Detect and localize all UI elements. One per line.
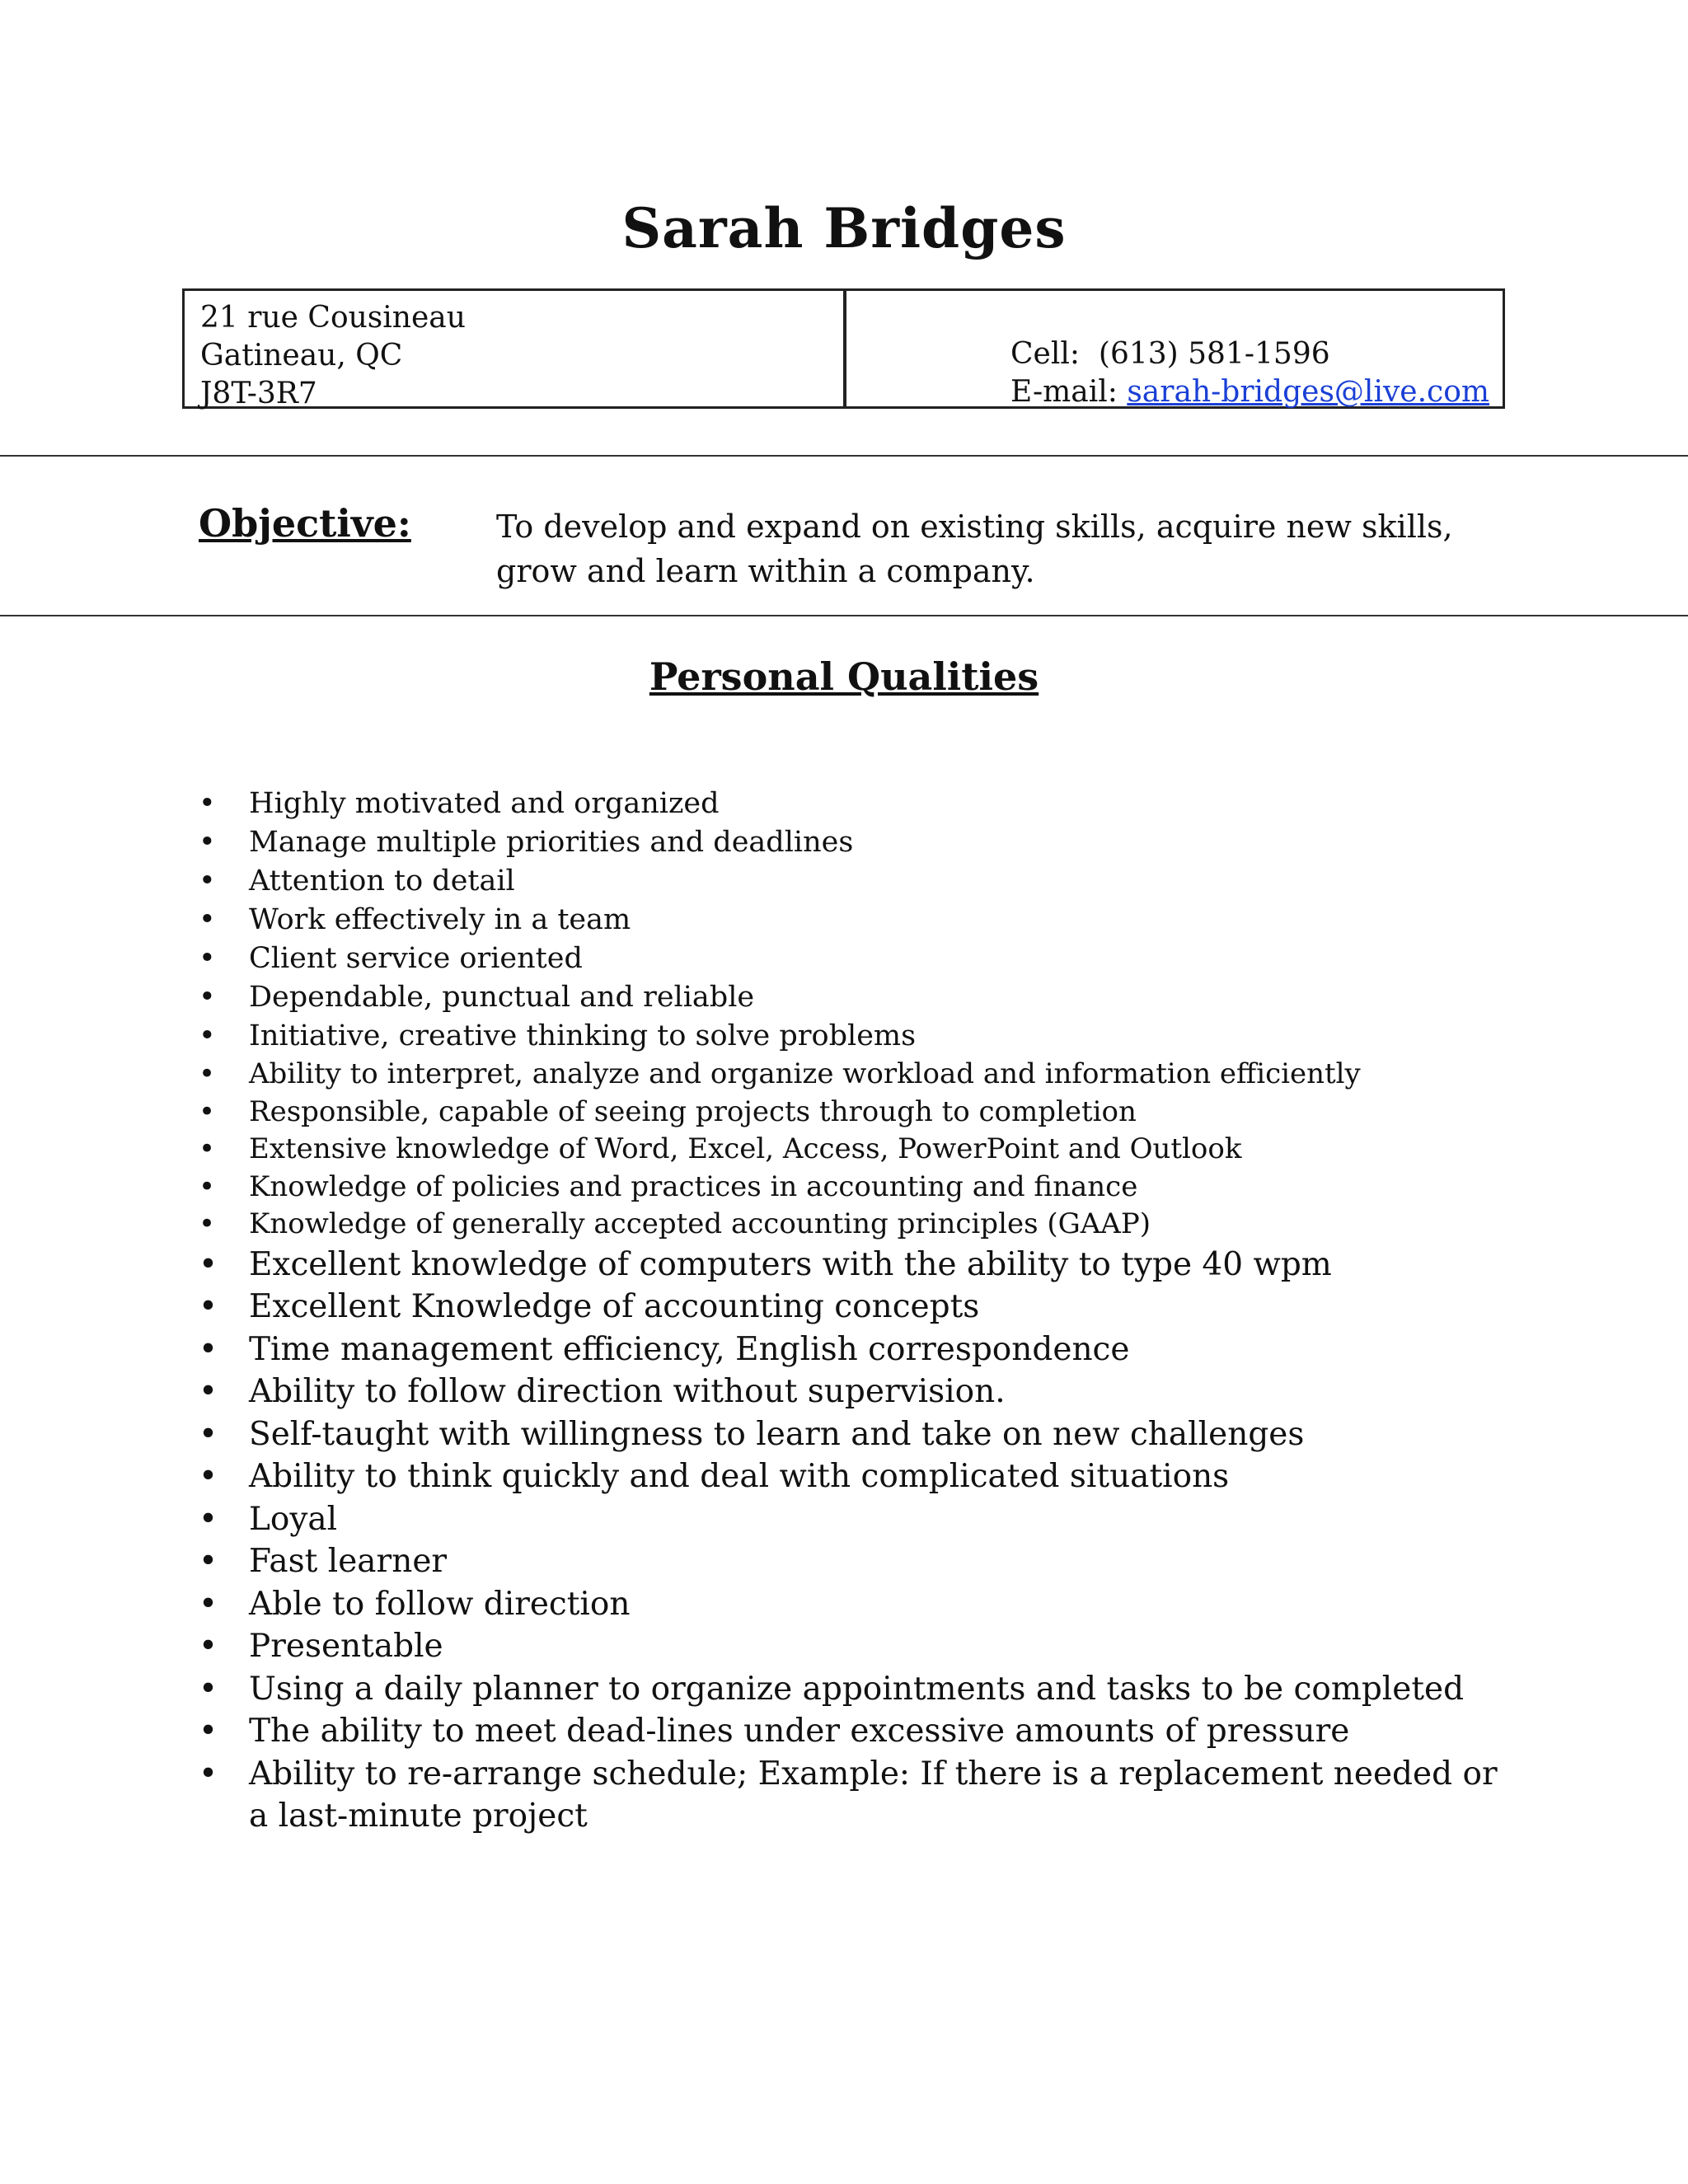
bullet-icon: • bbox=[199, 1057, 216, 1090]
list-item: • Presentable bbox=[199, 1625, 1517, 1668]
list-item: • Self-taught with willingness to learn and take on new challenges bbox=[199, 1413, 1517, 1456]
bullet-icon: • bbox=[199, 1628, 218, 1665]
bullet-icon: • bbox=[199, 981, 216, 1014]
bullet-icon: • bbox=[199, 1245, 218, 1283]
bullet-icon: • bbox=[199, 787, 216, 820]
list-item: • Knowledge of policies and practices in accounting and finance bbox=[199, 1169, 1517, 1207]
bullet-icon: • bbox=[199, 1670, 218, 1708]
bullet-icon: • bbox=[199, 1094, 216, 1128]
list-item: • Client service oriented bbox=[199, 940, 1517, 978]
list-item: • Work effectively in a team bbox=[199, 901, 1517, 940]
bullet-icon: • bbox=[199, 826, 216, 859]
list-item: • Excellent knowledge of computers with the ability to type 40 wpm bbox=[199, 1244, 1517, 1286]
bullet-icon: • bbox=[199, 1755, 218, 1793]
list-item: • Ability to re-arrange schedule; Example: If there is a replacement needed or a last-minute project bbox=[199, 1753, 1517, 1838]
divider-bottom bbox=[0, 615, 1688, 616]
bullet-icon: • bbox=[199, 1415, 218, 1453]
list-item: • Extensive knowledge of Word, Excel, Access, PowerPoint and Outlook bbox=[199, 1131, 1517, 1169]
list-item: • Highly motivated and organized bbox=[199, 785, 1517, 823]
bullet-icon: • bbox=[199, 865, 216, 898]
list-item: • Fast learner bbox=[199, 1540, 1517, 1583]
list-item: • Ability to interpret, analyze and organize workload and information efficiently bbox=[199, 1056, 1517, 1094]
contact-box bbox=[843, 288, 1505, 409]
bullet-icon: • bbox=[199, 1373, 218, 1410]
bullet-icon: • bbox=[199, 1458, 218, 1495]
bullet-icon: • bbox=[199, 903, 216, 936]
address-box bbox=[182, 288, 846, 409]
email-link[interactable]: sarah-bridges@live.com bbox=[1127, 375, 1490, 409]
bullet-icon: • bbox=[199, 1330, 218, 1368]
email-line bbox=[1010, 373, 1503, 411]
list-item: • Time management efficiency, English correspondence bbox=[199, 1329, 1517, 1371]
bullet-icon: • bbox=[199, 942, 216, 975]
cell-value: (613) 581-1596 bbox=[1098, 337, 1330, 371]
list-item: • The ability to meet dead-lines under excessive amounts of pressure bbox=[199, 1710, 1517, 1753]
divider-top bbox=[0, 455, 1688, 457]
address-line-2: Gatineau, QC bbox=[200, 339, 403, 373]
bullet-icon: • bbox=[199, 1132, 216, 1165]
bullet-icon: • bbox=[199, 1019, 216, 1052]
list-item: • Able to follow direction bbox=[199, 1583, 1517, 1626]
list-item: • Loyal bbox=[199, 1498, 1517, 1541]
qualities-list bbox=[199, 785, 1517, 1838]
bullet-icon: • bbox=[199, 1543, 218, 1580]
list-item: • Initiative, creative thinking to solve problems bbox=[199, 1017, 1517, 1056]
bullet-icon: • bbox=[199, 1288, 218, 1325]
list-item: • Excellent Knowledge of accounting concepts bbox=[199, 1286, 1517, 1329]
list-item: • Using a daily planner to organize appointments and tasks to be completed bbox=[199, 1668, 1517, 1711]
section-title-personal-qualities: Personal Qualities bbox=[649, 654, 1039, 699]
objective-label: Objective: bbox=[199, 501, 411, 546]
bullet-icon: • bbox=[199, 1207, 216, 1240]
list-item: • Dependable, punctual and reliable bbox=[199, 978, 1517, 1017]
address-line-1: 21 rue Cousineau bbox=[200, 301, 466, 335]
email-label: E-mail: bbox=[1010, 375, 1118, 409]
bullet-icon: • bbox=[199, 1713, 218, 1750]
list-item: • Ability to follow direction without supervision. bbox=[199, 1371, 1517, 1413]
list-item: • Manage multiple priorities and deadlines bbox=[199, 823, 1517, 862]
list-item: • Responsible, capable of seeing projects through to completion bbox=[199, 1094, 1517, 1132]
bullet-icon: • bbox=[199, 1500, 218, 1538]
cell-label: Cell: bbox=[1010, 337, 1081, 371]
cell-line bbox=[1010, 335, 1503, 373]
list-item: • Knowledge of generally accepted accounting principles (GAAP) bbox=[199, 1206, 1517, 1244]
postal-code: J8T-3R7 bbox=[200, 377, 317, 410]
resume-name: Sarah Bridges bbox=[621, 196, 1067, 260]
bullet-icon: • bbox=[199, 1169, 216, 1203]
list-item: • Attention to detail bbox=[199, 862, 1517, 901]
list-item: • Ability to think quickly and deal with complicated situations bbox=[199, 1455, 1517, 1498]
bullet-icon: • bbox=[199, 1585, 218, 1623]
objective-text: To develop and expand on existing skills, acquire new skills, grow and learn within a company. bbox=[496, 509, 1453, 589]
